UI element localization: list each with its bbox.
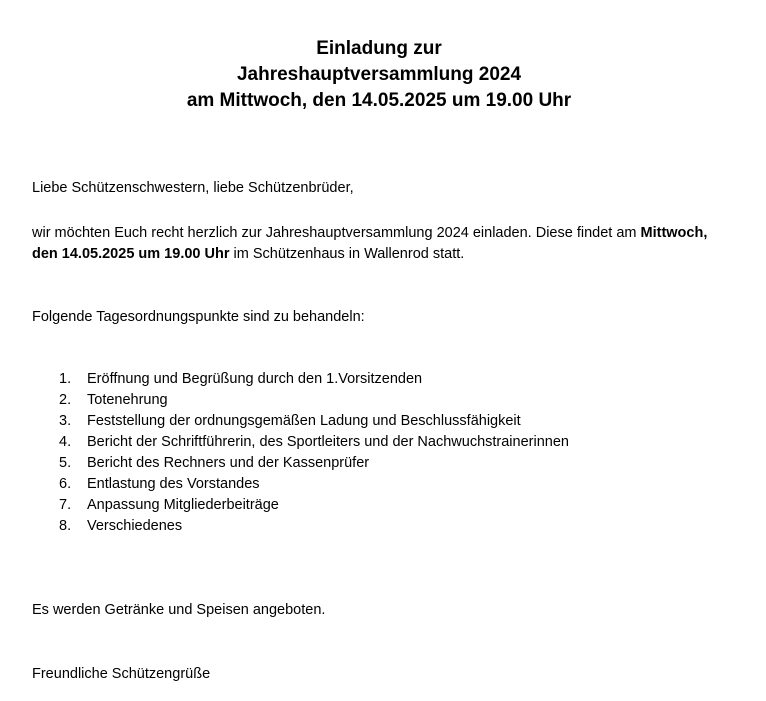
title-line-3: am Mittwoch, den 14.05.2025 um 19.00 Uhr	[186, 90, 572, 111]
agenda-item-text: Totenehrung	[87, 392, 168, 408]
agenda-item	[32, 411, 732, 432]
intro-text-2: im Schützenhaus in Wallenrod statt.	[229, 246, 465, 262]
agenda-item-number: 6.	[59, 476, 72, 492]
document-title	[0, 36, 758, 114]
refreshments-note: Es werden Getränke und Speisen angeboten.	[32, 602, 326, 618]
greeting: Liebe Schützenschwestern, liebe Schützenbrüder,	[32, 180, 354, 196]
agenda-item	[32, 474, 732, 495]
agenda-intro: Folgende Tagesordnungspunkte sind zu behandeln:	[32, 309, 365, 325]
agenda-item	[32, 432, 732, 453]
agenda-item-number: 3.	[59, 413, 72, 429]
agenda-item	[32, 453, 732, 474]
agenda-item-text: Bericht des Rechners und der Kassenprüfer	[87, 455, 370, 471]
agenda-item	[32, 369, 732, 390]
title-line-1: Einladung zur	[316, 38, 442, 59]
agenda-item-number: 2.	[59, 392, 72, 408]
agenda-item	[32, 495, 732, 516]
agenda-item-number: 4.	[59, 434, 72, 450]
agenda-list	[32, 369, 732, 537]
agenda-item-text: Feststellung der ordnungsgemäßen Ladung und Beschlussfähigkeit	[87, 413, 521, 429]
intro-paragraph	[32, 223, 732, 265]
closing-greeting: Freundliche Schützengrüße	[32, 666, 211, 682]
agenda-item-text: Bericht der Schriftführerin, des Sportleiters und der Nachwuchstrainerinnen	[87, 434, 569, 450]
agenda-item-number: 5.	[59, 455, 72, 471]
agenda-item-text: Verschiedenes	[87, 518, 183, 534]
agenda-item-text: Eröffnung und Begrüßung durch den 1.Vorsitzenden	[87, 371, 423, 387]
agenda-item-number: 7.	[59, 497, 72, 513]
agenda-item-text: Entlastung des Vorstandes	[87, 476, 260, 492]
intro-bold-weekday: Mittwoch,	[640, 225, 708, 241]
agenda-item-text: Anpassung Mitgliederbeiträge	[87, 497, 279, 513]
intro-text-1: wir möchten Euch recht herzlich zur Jahreshauptversammlung 2024 einladen. Diese findet am	[32, 225, 641, 241]
intro-bold-date: den 14.05.2025 um 19.00 Uhr	[32, 246, 230, 262]
agenda-item	[32, 390, 732, 411]
title-line-2: Jahreshauptversammlung 2024	[236, 64, 522, 85]
agenda-item	[32, 516, 732, 537]
agenda-item-number: 1.	[59, 371, 72, 387]
agenda-item-number: 8.	[59, 518, 72, 534]
